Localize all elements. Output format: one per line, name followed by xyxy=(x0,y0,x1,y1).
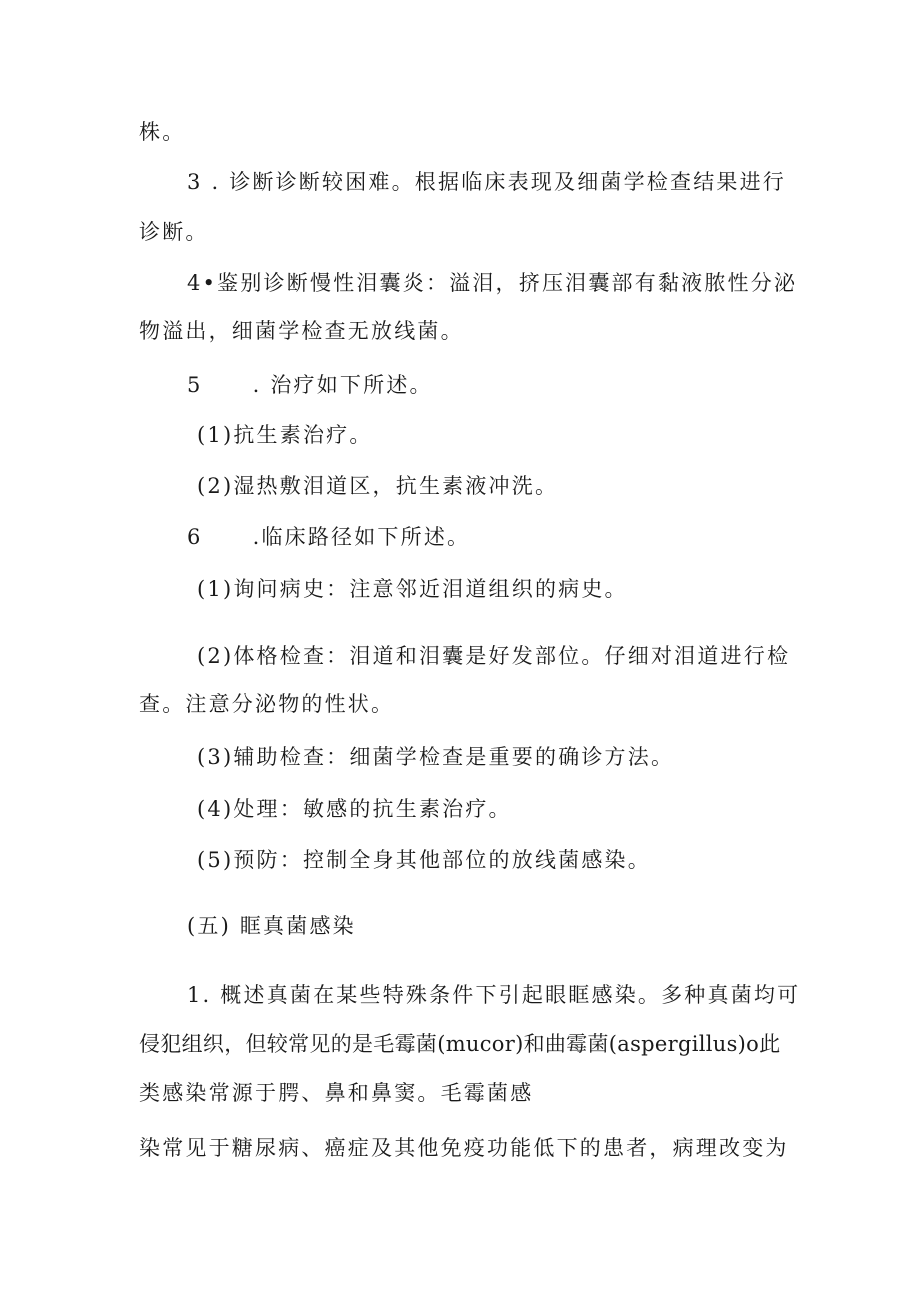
item-6-sub-4: (4)处理：敏感的抗生素治疗。 xyxy=(197,797,512,821)
section-5-para-line-2: 侵犯组织，但较常见的是毛霉菌(mucor)和曲霉菌(aspergillus)o此 xyxy=(139,1032,781,1056)
item-6-heading xyxy=(187,522,470,552)
item-6-sub-2-line-1: (2)体格检查：泪道和泪囊是好发部位。仔细对泪道进行检 xyxy=(197,644,791,668)
section-5-title: (五) 眶真菌感染 xyxy=(187,914,356,938)
item-5-heading xyxy=(187,370,433,400)
item-6-sub-2-line-2: 查。注意分泌物的性状。 xyxy=(139,692,395,716)
item-3-line-2: 诊断。 xyxy=(139,220,209,244)
item-6-sub-3: (3)辅助检查：细菌学检查是重要的确诊方法。 xyxy=(197,745,675,769)
section-5-para-line-4: 染常见于糖尿病、癌症及其他免疫功能低下的患者，病理改变为 xyxy=(139,1136,789,1160)
item-4-line-1: 4•鉴别诊断慢性泪囊炎：溢泪，挤压泪囊部有黏液脓性分泌 xyxy=(187,271,798,295)
item-6-sub-1: (1)询问病史：注意邻近泪道组织的病史。 xyxy=(197,577,628,601)
text-line: 株。 xyxy=(139,120,186,144)
item-4-line-2: 物溢出，细菌学检查无放线菌。 xyxy=(139,319,464,343)
section-5-para-line-3: 类感染常源于腭、鼻和鼻窦。毛霉菌感 xyxy=(139,1081,534,1105)
item-number: 6 xyxy=(187,525,203,549)
item-text: .临床路径如下所述。 xyxy=(252,525,471,549)
item-text: . 治疗如下所述。 xyxy=(252,373,433,397)
section-5-para-line-1: 1. 概述真菌在某些特殊条件下引起眼眶感染。多种真菌均可 xyxy=(187,983,801,1007)
item-6-sub-5: (5)预防：控制全身其他部位的放线菌感染。 xyxy=(197,848,651,872)
item-number: 5 xyxy=(187,373,203,397)
item-3-line-1 xyxy=(187,167,786,197)
item-number: 3 xyxy=(187,170,203,194)
item-text: . 诊断诊断较困难。根据临床表现及细菌学检查结果进行 xyxy=(211,170,787,194)
item-5-sub-1: (1)抗生素治疗。 xyxy=(197,423,373,447)
item-5-sub-2: (2)湿热敷泪道区，抗生素液冲洗。 xyxy=(197,474,559,498)
